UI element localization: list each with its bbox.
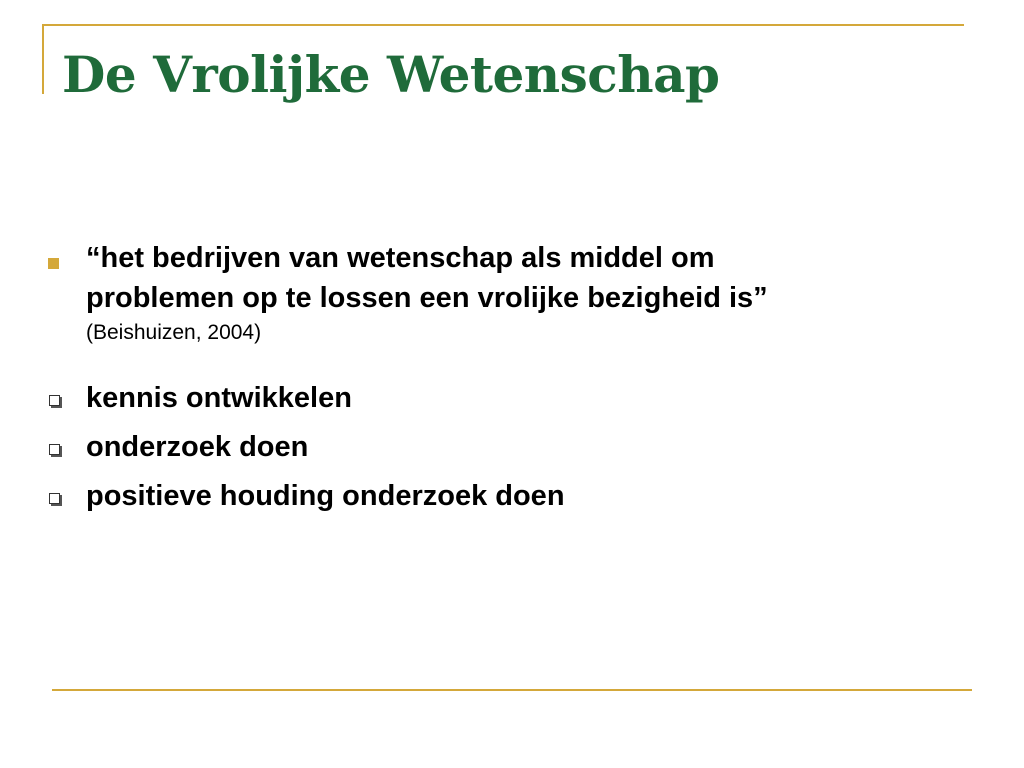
hollow-square-bullet-icon <box>49 493 60 504</box>
frame-top-line <box>42 24 964 26</box>
quote-source: (Beishuizen, 2004) <box>86 321 262 344</box>
slide-title: De Vrolijke Wetenschap <box>62 45 720 104</box>
frame-left-line <box>42 24 44 94</box>
square-bullet-icon <box>48 258 59 269</box>
list-item-text: positieve houding onderzoek doen <box>86 480 565 512</box>
frame-bottom-line <box>52 689 972 691</box>
hollow-square-bullet-icon <box>49 395 60 406</box>
slide-body <box>46 238 966 525</box>
hollow-square-bullet-icon <box>49 444 60 455</box>
quote-bullet <box>46 238 966 348</box>
sub-bullet-list <box>46 378 966 525</box>
list-item <box>46 427 966 476</box>
list-item-text: onderzoek doen <box>86 431 309 463</box>
list-item <box>46 476 966 525</box>
quote-line-2: problemen op te lossen een vrolijke bezigheid is” <box>86 282 768 314</box>
list-item-text: kennis ontwikkelen <box>86 382 352 414</box>
quote-line-1: “het bedrijven van wetenschap als middel om <box>86 242 715 274</box>
list-item <box>46 378 966 427</box>
